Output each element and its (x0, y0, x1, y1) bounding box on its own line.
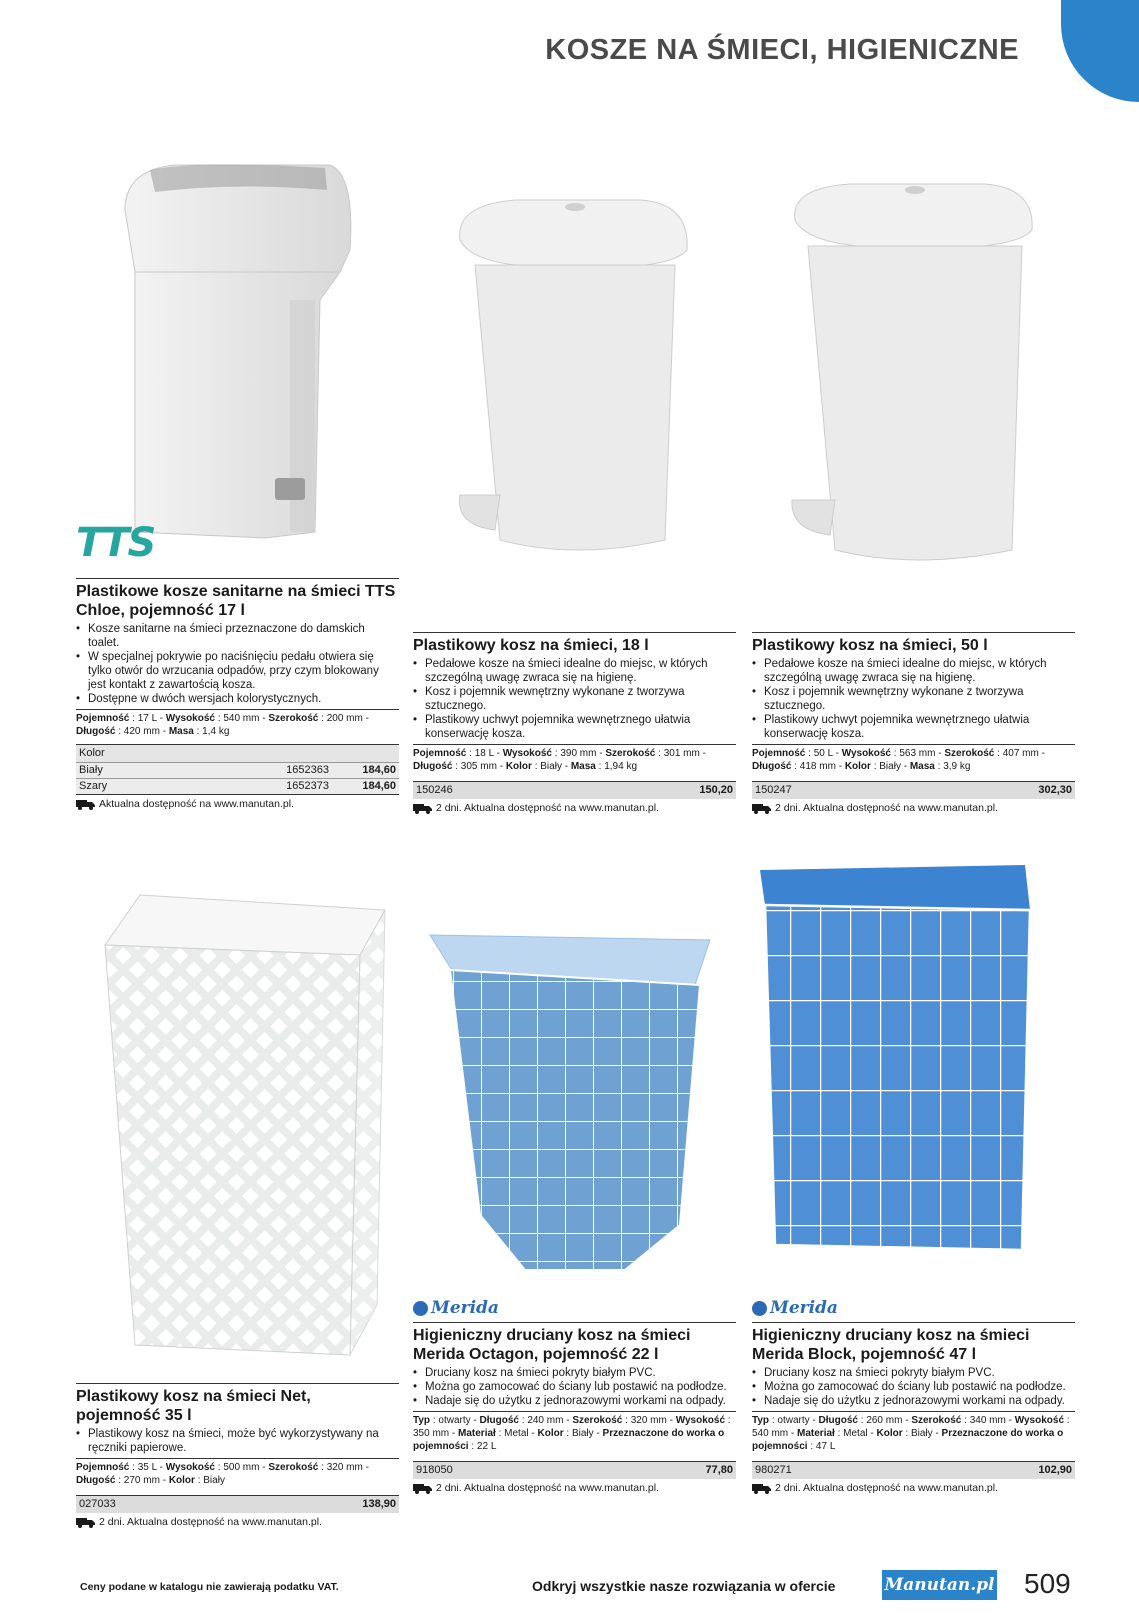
price-row[interactable] (76, 1495, 399, 1513)
delivery-info: 2 dni. Aktualna dostępność na www.manutan.pl. (752, 802, 1075, 814)
delivery-info: 2 dni. Aktualna dostępność na www.manutan.pl. (413, 802, 736, 814)
merida-mark-icon (752, 1301, 767, 1316)
spec-list: Typ : otwarty - Długość : 260 mm - Szerokość : 340 mm - Wysokość : 540 mm - Materiał : Metal - Kolor : Biały - Przeznaczone do worka o pojemności : 47 L (752, 1411, 1075, 1453)
sanitary-bin-image (115, 160, 360, 545)
feature-list (752, 657, 1075, 741)
feature-item: • Kosze sanitarne na śmieci przeznaczone do damskich toalet. (76, 622, 399, 650)
product-title: Plastikowy kosz na śmieci, 18 l (413, 632, 736, 655)
feature-list (413, 1366, 736, 1408)
feature-item: • Pedałowe kosze na śmieci idealne do miejsc, w których szczególną uwagę zwraca się na higienę. (413, 657, 736, 685)
feature-list (413, 657, 736, 741)
feature-item: • Druciany kosz na śmieci pokryty białym PVC. (752, 1366, 1075, 1380)
product-card-18l (413, 632, 736, 814)
feature-item: • Pedałowe kosze na śmieci idealne do miejsc, w których szczególną uwagę zwraca się na higienę. (752, 657, 1075, 685)
octagon-wire-bin-image (425, 925, 725, 1275)
table-header: Kolor (76, 745, 399, 762)
footer-cta: Odkryj wszystkie nasze rozwiązania w ofercie (532, 1578, 836, 1594)
delivery-info: Aktualna dostępność na www.manutan.pl. (76, 798, 399, 810)
feature-item: • Kosz i pojemnik wewnętrzny wykonane z tworzywa sztucznego. (752, 685, 1075, 713)
table-row[interactable]: Biały 1652363 184,60 (76, 762, 399, 778)
product-title: Plastikowe kosze sanitarne na śmieci TTS Chloe, pojemność 17 l (76, 578, 399, 620)
feature-item: • Można go zamocować do ściany lub postawić na podłodze. (413, 1380, 736, 1394)
spec-list: Pojemność : 17 L - Wysokość : 540 mm - Szerokość : 200 mm - Długość : 420 mm - Masa : 1,4 kg (76, 709, 399, 738)
product-card-50l (752, 632, 1075, 814)
truck-icon (752, 1483, 771, 1494)
product-price: 150,20 (699, 784, 733, 796)
feature-item: • Można go zamocować do ściany lub postawić na podłodze. (752, 1380, 1075, 1394)
spec-list: Pojemność : 35 L - Wysokość : 500 mm - Szerokość : 320 mm - Długość : 270 mm - Kolor : Biały (76, 1458, 399, 1487)
price-row[interactable] (413, 1461, 736, 1479)
price-row[interactable] (752, 781, 1075, 799)
product-title: Higieniczny druciany kosz na śmieci Merida Block, pojemność 47 l (752, 1322, 1075, 1364)
corner-tab (1061, 0, 1139, 102)
feature-item: • Nadaje się do użytku z jednorazowymi workami na odpady. (752, 1394, 1075, 1408)
truck-icon (76, 1517, 95, 1528)
delivery-info: 2 dni. Aktualna dostępność na www.manutan.pl. (752, 1482, 1075, 1494)
delivery-info: 2 dni. Aktualna dostępność na www.manutan.pl. (413, 1482, 736, 1494)
feature-item: • Plastikowy kosz na śmieci, może być wykorzystywany na ręczniki papierowe. (76, 1427, 399, 1455)
price-row[interactable] (413, 781, 736, 799)
feature-list (752, 1366, 1075, 1408)
truck-icon (76, 799, 95, 810)
truck-icon (752, 803, 771, 814)
feature-item: • Plastikowy uchwyt pojemnika wewnętrznego ułatwia konserwację kosza. (752, 713, 1075, 741)
table-row[interactable]: Szary 1652373 184,60 (76, 778, 399, 795)
feature-item: • Druciany kosz na śmieci pokryty białym PVC. (413, 1366, 736, 1380)
product-price: 138,90 (362, 1498, 396, 1510)
product-title: Plastikowy kosz na śmieci Net, pojemność 35 l (76, 1383, 399, 1425)
merida-logo: Merida (413, 1298, 499, 1318)
feature-item: • Plastikowy uchwyt pojemnika wewnętrznego ułatwia konserwację kosza. (413, 713, 736, 741)
product-card-merida-block (752, 1322, 1075, 1494)
variant-table (76, 744, 399, 795)
product-code: 027033 (79, 1498, 116, 1510)
product-price: 102,90 (1038, 1464, 1072, 1476)
truck-icon (413, 803, 432, 814)
product-code: 980271 (755, 1464, 792, 1476)
product-code: 918050 (416, 1464, 453, 1476)
block-wire-bin-image (760, 865, 1035, 1270)
product-code: 150246 (416, 784, 453, 796)
product-card-tts-chloe (76, 578, 399, 810)
spec-list: Typ : otwarty - Długość : 240 mm - Szerokość : 320 mm - Wysokość : 350 mm - Materiał : Metal - Kolor : Biały - Przeznaczone do worka o pojemności : 22 L (413, 1411, 736, 1453)
vat-note: Ceny podane w katalogu nie zawierają podatku VAT. (80, 1581, 339, 1593)
merida-logo: Merida (752, 1298, 838, 1318)
pedal-bin-18l-image (455, 195, 695, 570)
tts-logo: TTS (76, 520, 155, 566)
page-number: 509 (1024, 1568, 1071, 1599)
product-price: 77,80 (705, 1464, 733, 1476)
spec-list: Pojemność : 50 L - Wysokość : 563 mm - Szerokość : 407 mm - Długość : 418 mm - Kolor : Biały - Masa : 3,9 kg (752, 744, 1075, 773)
feature-item: • Kosz i pojemnik wewnętrzny wykonane z tworzywa sztucznego. (413, 685, 736, 713)
product-price: 302,30 (1038, 784, 1072, 796)
product-title: Higieniczny druciany kosz na śmieci Merida Octagon, pojemność 22 l (413, 1322, 736, 1364)
price-row[interactable] (752, 1461, 1075, 1479)
truck-icon (413, 1483, 432, 1494)
product-title: Plastikowy kosz na śmieci, 50 l (752, 632, 1075, 655)
product-card-merida-octagon (413, 1322, 736, 1494)
feature-list (76, 1427, 399, 1455)
feature-item: • W specjalnej pokrywie po naciśnięciu pedału otwiera się tylko otwór do wrzucania odpadów, przy czym blokowany jest kontakt z zawartością kosza. (76, 650, 399, 692)
feature-item: • Nadaje się do użytku z jednorazowymi workami na odpady. (413, 1394, 736, 1408)
spec-list: Pojemność : 18 L - Wysokość : 390 mm - Szerokość : 301 mm - Długość : 305 mm - Kolor : Biały - Masa : 1,94 kg (413, 744, 736, 773)
product-card-net (76, 1383, 399, 1528)
feature-list (76, 622, 399, 706)
merida-mark-icon (413, 1301, 428, 1316)
page-title: KOSZE NA ŚMIECI, HIGIENICZNE (545, 34, 1019, 66)
net-basket-image (95, 885, 395, 1365)
delivery-info: 2 dni. Aktualna dostępność na www.manutan.pl. (76, 1516, 399, 1528)
manutan-logo[interactable]: Manutan.pl (882, 1570, 997, 1600)
feature-item: • Dostępne w dwóch wersjach kolorystycznych. (76, 692, 399, 706)
pedal-bin-50l-image (790, 180, 1040, 575)
product-code: 150247 (755, 784, 792, 796)
